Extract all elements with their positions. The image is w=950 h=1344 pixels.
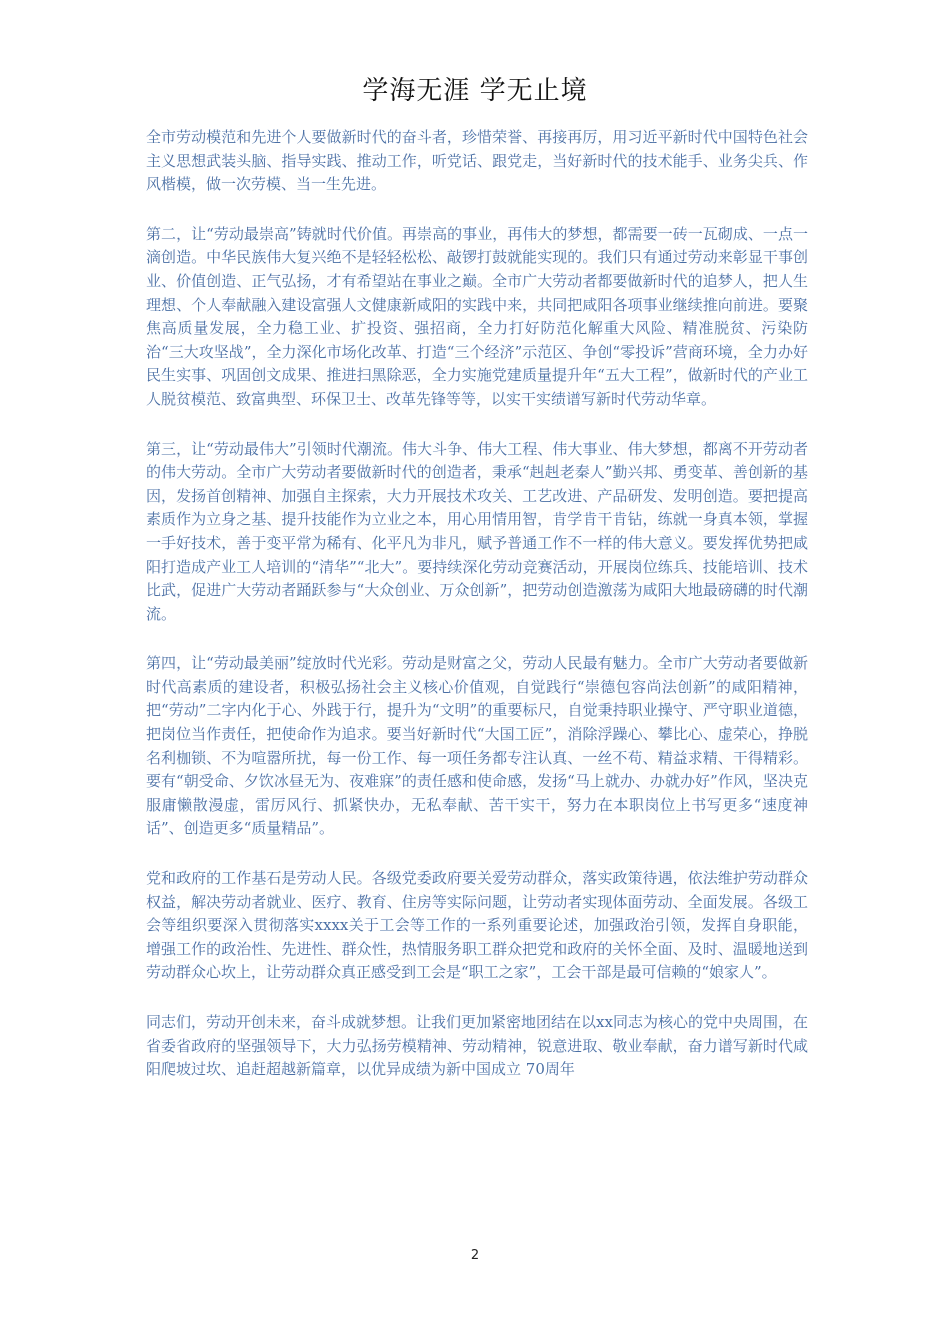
- page-header-title: 学海无涯 学无止境: [362, 76, 588, 106]
- paragraph-5: 党和政府的工作基石是劳动人民。各级党委政府要关爱劳动群众，落实政策待遇，依法维护劳动群众权益，解决劳动者就业、医疗、教育、住房等实际问题，让劳动者实现体面劳动、全面发展。各级工会等组织要深入贯彻落实xxxx关于工会等工作的一系列重要论述，加强政治引领，发挥自身职能，增强工作的政治性、先进性、群众性，热情服务职工群众把党和政府的关怀全面、及时、温暖地送到劳动群众心坎上，让劳动群众真正感受到工会是“职工之家”，工会干部是最可信赖的“娘家人”。: [146, 869, 808, 982]
- paragraph-3: 第三，让“劳动最伟大”引领时代潮流。伟大斗争、伟大工程、伟大事业、伟大梦想，都离不开劳动者的伟大劳动。全市广大劳动者要做新时代的创造者，秉承“赳赳老秦人”勤兴邦、勇变革、善创新的基因，发扬首创精神、加强自主探索，大力开展技术攻关、工艺改进、产品研发、发明创造。要把提高素质作为立身之基、提升技能作为立业之本，用心用情用智，肯学肯干肯钻，练就一身真本领，掌握一手好技术，善于变平常为稀有、化平凡为非凡，赋予普通工作不一样的伟大意义。要发挥优势把咸阳打造成产业工人培训的“清华”“北大”。要持续深化劳动竞赛活动，开展岗位练兵、技能培训、技术比武，促进广大劳动者踊跃参与“大众创业、万众创新”，把劳动创造激荡为咸阳大地最磅礴的时代潮流。: [146, 439, 808, 623]
- paragraph-2: 第二，让“劳动最崇高”铸就时代价值。再崇高的事业，再伟大的梦想，都需要一砖一瓦砌成、一点一滴创造。中华民族伟大复兴绝不是轻轻松松、敲锣打鼓就能实现的。我们只有通过劳动来彰显干事创业、价值创造、正气弘扬，才有希望站在事业之巅。全市广大劳动者都要做新时代的追梦人，把人生理想、个人奉献融入建设富强人文健康新咸阳的实践中来，共同把咸阳各项事业继续推向前进。要聚焦高质量发展，全力稳工业、扩投资、强招商，全力打好防范化解重大风险、精准脱贫、污染防治“三大攻坚战”，全力深化市场化改革、打造“三个经济”示范区、争创“零投诉”营商环境，全力办好民生实事、巩固创文成果、推进扫黑除恶，全力实施党建质量提升年“五大工程”，做新时代的产业工人脱贫模范、致富典型、环保卫士、改革先锋等等，以实干实绩谱写新时代劳动华章。: [146, 224, 808, 408]
- paragraph-4: 第四，让“劳动最美丽”绽放时代光彩。劳动是财富之父，劳动人民最有魅力。全市广大劳动者要做新时代高素质的建设者，积极弘扬社会主义核心价值观，自觉践行“崇德包容尚法创新”的咸阳精神，把“劳动”二字内化于心、外践于行，提升为“文明”的重要标尺，自觉秉持职业操守、严守职业道德，把岗位当作责任，把使命作为追求。要当好新时代“大国工匠”，消除浮躁心、攀比心、虚荣心，挣脱名利枷锁、不为喧嚣所扰，每一份工作、每一项任务都专注认真、一丝不苟、精益求精、干得精彩。要有“朝受命、夕饮冰昼无为、夜难寐”的责任感和使命感，发扬“马上就办、办就办好”作风，坚决克服庸懒散漫虚，雷厉风行、抓紧快办，无私奉献、苦干实干，努力在本职岗位上书写更多“速度神话”、创造更多“质量精品”。: [146, 654, 808, 838]
- paragraph-1: 全市劳动模范和先进个人要做新时代的奋斗者，珍惜荣誉、再接再厉，用习近平新时代中国特色社会主义思想武装头脑、指导实践、推动工作，听党话、跟党走，当好新时代的技术能手、业务尖兵、作风楷模，做一次劳模、当一生先进。: [146, 128, 808, 194]
- document-body: [146, 126, 808, 1108]
- paragraph-6: 同志们，劳动开创未来，奋斗成就梦想。让我们更加紧密地团结在以xx同志为核心的党中央周围，在省委省政府的坚强领导下，大力弘扬劳模精神、劳动精神，锐意进取、敬业奉献，奋力谱写新时代咸阳爬坡过坎、追赶超越新篇章，以优异成绩为新中国成立 70周年: [146, 1013, 808, 1079]
- page-number: 2: [470, 1248, 480, 1263]
